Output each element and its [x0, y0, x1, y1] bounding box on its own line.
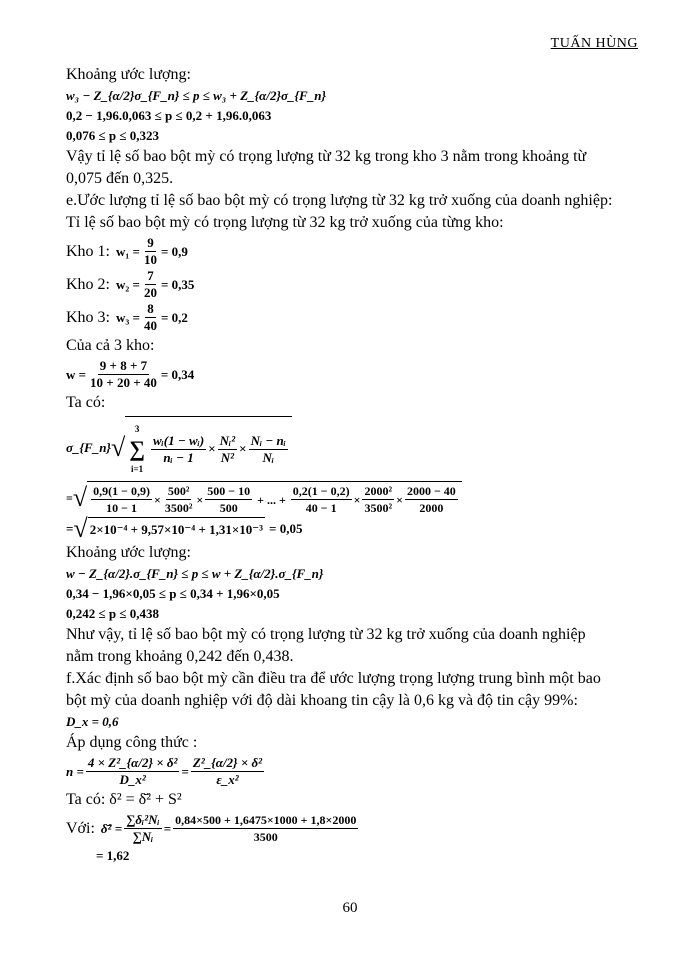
s2-g-den: 2000: [419, 501, 444, 515]
voi-label: Với:: [66, 819, 95, 837]
sigma-general-formula: [66, 416, 638, 479]
conclusion-line-1: Vậy tỉ lệ số bao bột mỳ có trọng lượng từ 32 kg trong kho 3 nằm trong khoảng từ: [66, 148, 587, 165]
w-lhs: w =: [66, 366, 87, 382]
formula-interval-substituted: 0,2 − 1,96.0,063 ≤ p ≤ 0,2 + 1,96.0,063: [66, 108, 272, 123]
s2-frac-d: [291, 484, 352, 515]
w-total-row: [66, 359, 638, 390]
sigma-f3-num: Nᵢ − nᵢ: [250, 432, 286, 448]
sigma-radicand: 3 ∑ i=1 $\frac{\text{wᵢ(1 − wᵢ)}}{\text{nᵢ − 1}}$ × $\frac{\text{Nᵢ²}}{\text{N²}}$ × $\frac{\text{Nᵢ − nᵢ}}{\text{Nᵢ}}$: [125, 416, 292, 479]
sigma-f2-den: N²: [220, 449, 235, 465]
sum-symbol: [129, 419, 145, 479]
w1-fraction: [142, 236, 159, 267]
sum-bottom: i=1: [131, 464, 144, 474]
sigma-numeric-formula: = √ 2×10⁻⁴ + 9,57×10⁻⁴ + 1,31×10⁻³ = 0,05: [66, 513, 303, 543]
conclusion2-line-1: Như vậy, tỉ lệ số bao bột mỳ có trọng lượng từ 32 kg trở xuống của doanh nghiệp: [66, 626, 586, 643]
w1-lhs: w₁ =: [116, 243, 140, 259]
s2-frac-e: [362, 484, 394, 515]
w2-den: 20: [143, 285, 157, 300]
sigma-frac-1: [151, 434, 206, 465]
dbar-frac-1: [124, 813, 162, 844]
n-frac-2: [191, 756, 264, 787]
formula-interval2-result: 0,242 ≤ p ≤ 0,438: [66, 606, 159, 621]
s2-d-num: 0,2(1 − 0,2): [292, 484, 350, 498]
n-f2-den: ε_x²: [216, 772, 239, 787]
n-frac-1: [86, 756, 180, 787]
s2-a-num: 0,9(1 − 0,9): [93, 484, 150, 498]
sqrt-icon: √: [72, 483, 88, 512]
s2-c-num: 500 − 10: [207, 484, 251, 498]
kho2-row: [66, 269, 638, 300]
n-f2-num: Z²_{α/2} × δ²: [192, 755, 263, 770]
page-number: 60: [342, 900, 358, 916]
section-e-heading: e.Ước lượng tỉ lệ số bao bột mỳ có trọng lượng từ 32 kg trở xuống của doanh nghiệp:: [66, 192, 613, 209]
s2-g-num: 2000 − 40: [406, 484, 456, 498]
w3-den: 40: [143, 318, 157, 333]
sigma-frac-2: [218, 434, 238, 465]
dbar-f1-num: ∑δᵢ²Nᵢ: [126, 812, 160, 827]
section-e-subheading: Tỉ lệ số bao bột mỳ có trọng lượng từ 32 kg trở xuống của từng kho:: [66, 214, 504, 231]
apply-formula-heading: Áp dụng công thức :: [66, 734, 198, 751]
w2-fraction: [142, 269, 159, 300]
s2-dots: + ... +: [257, 492, 286, 507]
s2-a-den: 10 − 1: [106, 501, 137, 515]
s2-frac-g: [405, 484, 458, 515]
n-lhs: n =: [66, 763, 84, 779]
sample-size-formula: n = $\frac{\text{4 × Z²\_\{α/2\} × δ²}}{\text{D\_x²}}$ = $\frac{\text{Z²\_\{α/2\} × δ²}}{\text{ε\_x²}}$: [66, 755, 263, 787]
sigma-f3-den: Nᵢ: [262, 449, 275, 465]
author-header: TUẤN HÙNG: [550, 36, 638, 51]
w1-num: 9: [147, 235, 154, 250]
sigma3-rhs: = 0,05: [269, 520, 303, 536]
kho3-row: [66, 302, 638, 333]
s2-frac-b: [163, 484, 195, 515]
n-f1-den: D_x²: [119, 772, 146, 787]
s2-frac-c: [205, 484, 252, 515]
dbar-f2-num: 0,84×500 + 1,6475×1000 + 1,8×2000: [175, 813, 357, 827]
kho2-label: Kho 2:: [66, 275, 110, 293]
s2-c-den: 500: [219, 501, 238, 515]
dx-value: D_x = 0,6: [66, 714, 119, 729]
w1-den: 10: [143, 252, 157, 267]
dbar-lhs: δ̄² =: [100, 820, 123, 836]
section-f-line-2: bột mỳ của doanh nghiệp với độ dài khoang tin cậy là 0,6 kg và độ tin cậy 99%:: [66, 692, 578, 709]
sigma-lhs: σ_{F_n}: [66, 439, 111, 455]
n-f1-num: 4 × Z²_{α/2} × δ²: [87, 755, 178, 770]
sigma2-radicand: $\frac{0,9(1 - 0,9)}{10 - 1}$ × $\frac{\text{500²}}{\text{3500²}}$ × $\frac{500 - 10}{500}$ + ... + $\frac{0,2(1 - 0,2)}{40 - 1}$ × $\frac{\text{2000²}}{\text{3500²}}$ × $\frac{2000 - 40}{2000}$: [87, 481, 462, 515]
formula-interval-general: w₃ − Z_{α/2}σ_{F_n} ≤ p ≤ w₃ + Z_{α/2}σ_{F_n}: [66, 88, 326, 103]
sum-icon: ∑: [129, 436, 145, 461]
dbar-frac-2: [173, 813, 358, 844]
conclusion-line-2: 0,075 đến 0,325.: [66, 170, 174, 187]
kho1-label: Kho 1:: [66, 242, 110, 260]
taco-heading: Ta có:: [66, 394, 106, 411]
w-rhs: = 0,34: [160, 366, 195, 382]
s2-b-num: 500²: [167, 484, 190, 498]
sigma-f2-num: Nᵢ²: [219, 432, 236, 448]
delta-bar-formula: Với: δ̄² = $\frac{\text{∑δᵢ²Nᵢ}}{\text{∑Nᵢ}}$ = $\frac{0,84\times 500 + 1,6475\times 1000 + 1,8\times 2000}{3500}$: [66, 812, 357, 844]
sigma-f1-num: wᵢ(1 − wᵢ): [152, 432, 205, 448]
interval-heading-2: Khoảng ước lượng:: [66, 544, 191, 561]
s2-e-num: 2000²: [364, 484, 393, 498]
sqrt-icon: √: [73, 513, 88, 543]
s2-d-den: 40 − 1: [305, 501, 337, 515]
formula-interval2-general: w − Z_{α/2}.σ_{F_n} ≤ p ≤ w + Z_{α/2}.σ_{F_n}: [66, 566, 324, 581]
w3-fraction: [142, 302, 159, 333]
interval-heading: Khoảng ước lượng:: [66, 66, 191, 83]
w1-rhs: = 0,9: [160, 243, 188, 259]
sum-top: 3: [134, 424, 140, 434]
s2-e-den: 3500²: [364, 501, 393, 515]
kho3-label: Kho 3:: [66, 308, 110, 326]
w-fraction: [88, 359, 159, 390]
s2-frac-a: [91, 484, 152, 515]
all-warehouses-heading: Của cả 3 kho:: [66, 337, 155, 354]
sqrt-icon: √: [110, 432, 126, 462]
section-f-line-1: f.Xác định số bao bột mỳ cần điều tra để ước lượng trọng lượng trung bình một bao: [66, 670, 601, 687]
formula-interval-result: 0,076 ≤ p ≤ 0,323: [66, 128, 159, 143]
sigma3-radicand: 2×10⁻⁴ + 9,57×10⁻⁴ + 1,31×10⁻³: [88, 517, 265, 540]
w3-lhs: w₃ =: [116, 309, 140, 325]
w3-num: 8: [147, 301, 154, 316]
w2-num: 7: [147, 268, 154, 283]
s2-b-den: 3500²: [164, 501, 193, 515]
taco-delta-line: Ta có: δ² = δ̄² + S²: [66, 791, 182, 808]
w2-lhs: w₂ =: [116, 276, 140, 292]
delta-bar-result: = 1,62: [96, 848, 130, 863]
dbar-f1-den: ∑Nᵢ: [132, 829, 154, 844]
sigma-frac-3: [249, 434, 288, 465]
w-den: 10 + 20 + 40: [90, 375, 157, 390]
sigma-substituted-formula: = √ $\frac{0,9(1 - 0,9)}{10 - 1}$ × $\frac{\text{500²}}{\text{3500²}}$ × $\frac{500 - 10}{500}$ + ... + $\frac{0,2(1 - 0,2)}{40 - 1}$ × $\frac{\text{2000²}}{\text{3500²}}$ × $\frac{2000 - 40}{2000}$: [66, 481, 638, 515]
w3-rhs: = 0,2: [160, 309, 188, 325]
sigma-f1-den: nᵢ − 1: [163, 449, 194, 465]
w2-rhs: = 0,35: [160, 276, 195, 292]
formula-interval2-substituted: 0,34 − 1,96×0,05 ≤ p ≤ 0,34 + 1,96×0,05: [66, 586, 280, 601]
w-num: 9 + 8 + 7: [99, 358, 148, 373]
kho1-row: [66, 236, 638, 267]
dbar-f2-den: 3500: [253, 830, 278, 844]
page-content: [66, 64, 638, 866]
conclusion2-line-2: nằm trong khoảng 0,242 đến 0,438.: [66, 648, 294, 665]
